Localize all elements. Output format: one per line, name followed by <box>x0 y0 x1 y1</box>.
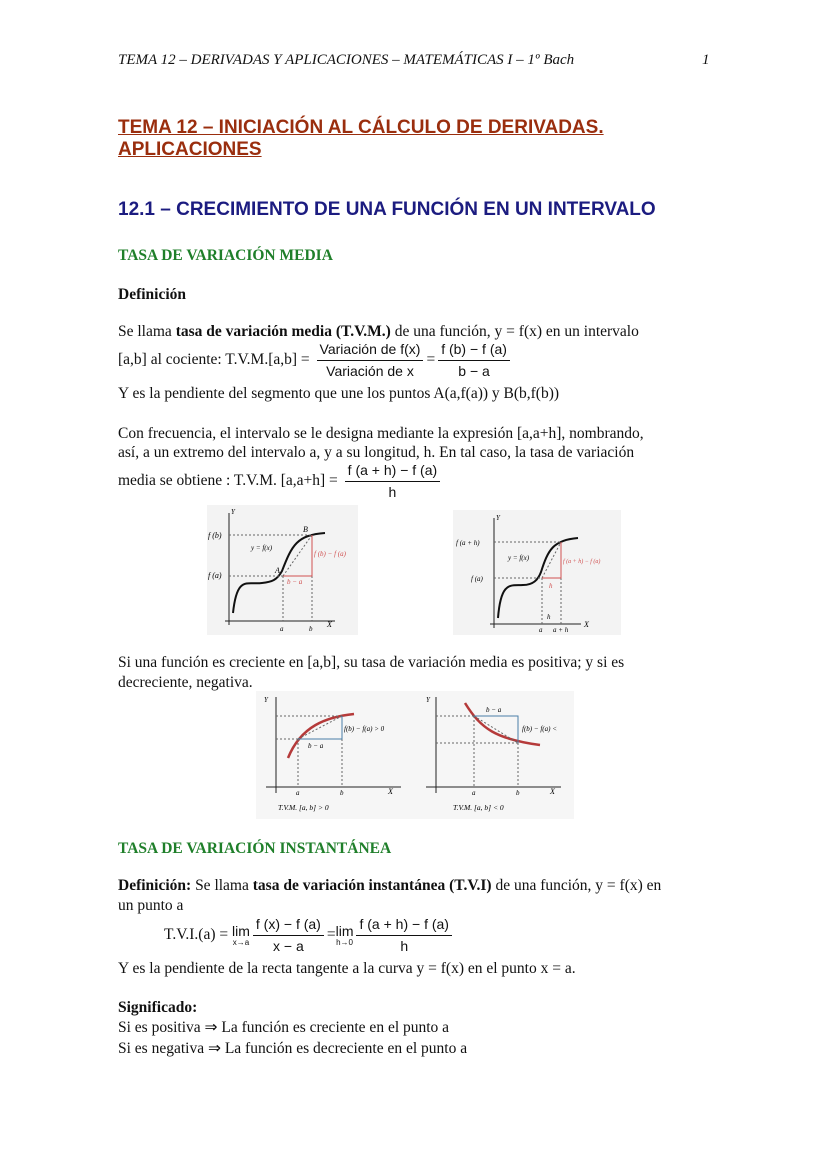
tvm-paragraph-4: Con frecuencia, el intervalo se le designa mediante la expresión [a,a+h], nombrando, <box>118 425 644 442</box>
lim-sub: h→0 <box>336 938 353 947</box>
axis-label-x: X <box>550 787 555 796</box>
figure-increasing-decreasing <box>256 691 574 819</box>
tick-ah: a + h <box>553 626 569 634</box>
panel-decreasing <box>426 696 561 812</box>
tvm-paragraph-1 <box>118 323 639 341</box>
caption: T.V.M. [a, b] > 0 <box>278 803 329 812</box>
tvi-heading: TASA DE VARIACIÓN INSTANTÁNEA <box>118 840 392 857</box>
text: [a,b] al cociente: T.V.M.[a,b] = <box>118 351 314 369</box>
curve <box>465 703 540 745</box>
label-A: A <box>275 566 280 575</box>
text: media se obtiene : T.V.M. [a,a+h] = <box>118 472 342 490</box>
significado-positive: Si es positiva ⇒ La función es creciente en el punto a <box>118 1019 450 1036</box>
axis-label-x: X <box>388 787 393 796</box>
lim: lim <box>232 923 250 939</box>
label-fa: f (a) <box>208 571 222 580</box>
axis-label-x: X <box>584 620 589 629</box>
page-number: 1 <box>702 52 710 68</box>
label-ba: b − a <box>308 742 324 750</box>
chapter-title-line1: TEMA 12 – INICIACIÓN AL CÁLCULO DE DERIVADAS. <box>118 117 604 138</box>
tick-a: a <box>296 789 300 797</box>
significado-negative: Si es negativa ⇒ La función es decreciente en el punto a <box>118 1040 468 1057</box>
section-title: 12.1 – CRECIMIENTO DE UNA FUNCIÓN EN UN INTERVALO <box>118 199 656 220</box>
tick-a: a <box>472 789 476 797</box>
denominator: x − a <box>272 938 304 954</box>
axis-label-x: X <box>327 620 332 629</box>
significado-label <box>118 999 197 1017</box>
tvm-paragraph-5: así, a un extremo del intervalo a, y a su longitud, h. En tal caso, la tasa de variación <box>118 444 635 461</box>
caption: T.V.M. [a, b] < 0 <box>453 803 504 812</box>
label-diff: f(b) − f(a) < <box>522 725 557 733</box>
label-B: B <box>303 525 308 534</box>
term: tasa de variación instantánea (T.V.I) <box>252 877 492 894</box>
fraction <box>317 341 424 380</box>
numerator: f (x) − f (a) <box>253 916 324 936</box>
numerator: Variación de f(x) <box>317 341 424 361</box>
text: Se llama <box>191 877 253 894</box>
denominator: h <box>400 938 409 954</box>
axis-label-y: Y <box>231 508 235 516</box>
axis-label-y: Y <box>496 514 500 522</box>
label-diff: f(b) − f(a) > 0 <box>344 725 385 733</box>
tvi-formula <box>164 916 455 955</box>
tick-b: b <box>340 789 344 797</box>
term: tasa de variación media (T.V.M.) <box>175 323 391 340</box>
tvm-paragraph-7: Si una función es creciente en [a,b], su tasa de variación media es positiva; y si es <box>118 654 625 671</box>
tvm-paragraph-8: decreciente, negativa. <box>118 674 253 691</box>
equals: = <box>326 926 336 944</box>
tvm-paragraph-3: Y es la pendiente del segmento que une los puntos A(a,f(a)) y B(b,f(b)) <box>118 385 560 402</box>
lim: lim <box>335 923 354 939</box>
tick-a: a <box>280 625 284 633</box>
fraction <box>345 462 440 501</box>
label-fb: f (b) <box>208 531 222 540</box>
fraction <box>253 916 324 955</box>
tvm-heading: TASA DE VARIACIÓN MEDIA <box>118 247 333 264</box>
tvm-formula-h <box>118 462 443 501</box>
tvm-formula-line <box>118 341 513 380</box>
numerator: f (a + h) − f (a) <box>356 916 451 936</box>
fraction <box>356 916 451 955</box>
label: Significado: <box>118 999 198 1016</box>
label-fa: f (a) <box>471 575 483 583</box>
text: T.V.I.(a) = <box>164 926 232 944</box>
limit <box>232 924 250 947</box>
tvi-paragraph: Y es la pendiente de la recta tangente a la curva y = f(x) en el punto x = a. <box>118 960 576 977</box>
fraction <box>438 341 510 380</box>
label-curve: y = f(x) <box>508 554 530 562</box>
definition-label <box>118 286 186 304</box>
text: Se llama <box>118 323 176 340</box>
numerator: f (b) − f (a) <box>438 341 510 361</box>
running-header: TEMA 12 – DERIVADAS Y APLICACIONES – MATEMÁTICAS I – 1º Bach <box>118 52 575 68</box>
figure-tvm-ab <box>207 505 358 635</box>
axis-label-y: Y <box>426 696 430 704</box>
denominator: b − a <box>458 363 490 379</box>
numerator: f (a + h) − f (a) <box>345 462 440 482</box>
label-curve: y = f(x) <box>251 544 273 552</box>
text: de una función, y = f(x) en un intervalo <box>390 323 639 340</box>
lim-sub: x→a <box>232 938 250 947</box>
tick-b: b <box>309 625 313 633</box>
label-ba: b − a <box>486 706 502 714</box>
tick-a: a <box>539 626 543 634</box>
label-h-red: h <box>549 582 553 590</box>
tvi-definition <box>118 877 661 895</box>
label-diff: f (a + h) − f (a) <box>563 559 601 565</box>
definition-label-text: Definición <box>118 286 187 303</box>
axis-label-y: Y <box>264 696 268 704</box>
tvi-definition-2: un punto a <box>118 897 184 914</box>
label: Definición: <box>118 877 192 894</box>
text: de una función, y = f(x) en <box>491 877 662 894</box>
panel-increasing <box>264 696 401 812</box>
label-ba: b − a <box>287 578 303 586</box>
denominator: Variación de x <box>326 363 414 379</box>
label-h: h <box>547 613 551 621</box>
label-diff: f (b) − f (a) <box>314 550 346 558</box>
denominator: h <box>388 484 397 500</box>
limit <box>336 924 354 947</box>
label-fah: f (a + h) <box>456 539 480 547</box>
equals: = <box>426 351 436 369</box>
figure-tvm-h <box>453 510 621 635</box>
chapter-title-line2: APLICACIONES <box>118 139 262 160</box>
tick-b: b <box>516 789 520 797</box>
